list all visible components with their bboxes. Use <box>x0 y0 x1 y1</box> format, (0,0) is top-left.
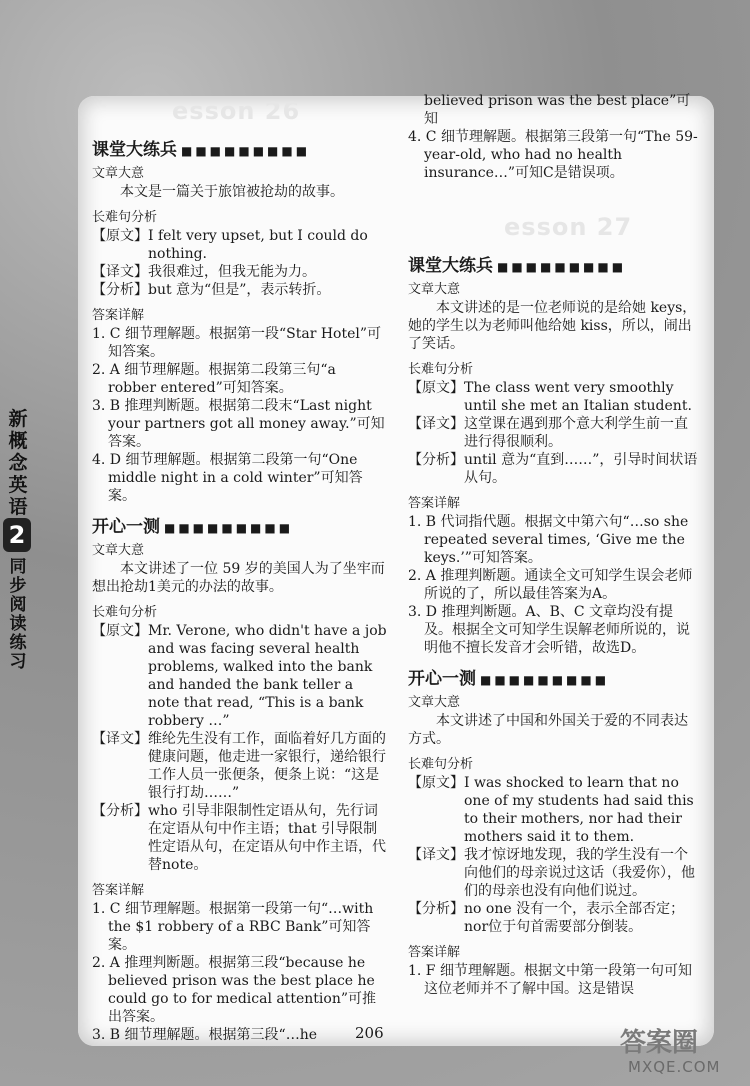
analysis-text: I felt very upset, but I could do nothing. <box>148 228 368 262</box>
summary-text: 本文是一篇关于旅馆被抢劫的故事。 <box>120 184 344 200</box>
analysis-row <box>408 451 700 487</box>
analysis-row <box>92 263 388 281</box>
analysis-row <box>92 227 388 263</box>
analysis-text: The class went very smoothly until she met an Italian student. <box>464 380 692 414</box>
analysis-row <box>92 730 388 802</box>
lesson-banner <box>92 97 388 134</box>
page-number: 206 <box>355 1024 384 1042</box>
analysis-tag: 【译文】 <box>92 264 148 280</box>
answer-item: 3. B 推理判断题。根据第二段末“Last night your partners got all money away.”可知答案。 <box>92 398 385 450</box>
analysis-text: 我很难过，但我无能为力。 <box>148 264 316 280</box>
summary-text: 本文讲述了中国和外国关于爱的不同表达方式。 <box>408 713 688 747</box>
right-column <box>408 92 700 998</box>
title-dots: ■■■■■■■■■ <box>164 521 294 535</box>
analysis-row <box>408 774 700 846</box>
analysis-tag: 【译文】 <box>92 731 148 747</box>
analysis-row <box>408 415 700 451</box>
analysis-row <box>408 846 700 900</box>
section-title-practice <box>92 138 388 163</box>
title-dots: ■■■■■■■■■ <box>497 260 627 274</box>
section-title-text: 课堂大练兵 <box>408 256 493 276</box>
analysis-row <box>92 622 388 730</box>
answer-item: 1. F 细节理解题。根据文中第一段第一句可知这位老师并不了解中国。这是错误 <box>408 963 692 997</box>
analysis-tag: 【分析】 <box>92 803 148 819</box>
lesson-banner-text: esson 26 <box>172 97 301 125</box>
answer-item: 2. A 推理判断题。根据第三段“because he believed prison was the best place he could go to for medical attention”可推出答案。 <box>92 955 376 1025</box>
analysis-text: 我才惊讶地发现，我的学生没有一个向他们的母亲说过这话（我爱你），他们的母亲也没有向他们说过。 <box>464 847 695 899</box>
summary-label: 文章大意 <box>92 166 145 181</box>
analysis-tag: 【分析】 <box>92 282 148 298</box>
sentence-analysis-label: 长难句分析 <box>408 362 474 377</box>
analysis-tag: 【原文】 <box>92 228 148 244</box>
book-subtitle: 同步阅读练习 <box>9 557 27 672</box>
section-title-fun-test <box>408 667 700 692</box>
analysis-tag: 【译文】 <box>408 416 464 432</box>
analysis-text: I was shocked to learn that no one of my students had said this to their mothers, nor had their mothers said it to them. <box>464 775 694 845</box>
analysis-tag: 【原文】 <box>92 623 148 639</box>
answer-item-continued: believed prison was the best place”可知 <box>424 93 691 127</box>
section-title-text: 开心一测 <box>408 669 476 689</box>
sentence-analysis-label: 长难句分析 <box>92 605 158 620</box>
analysis-tag: 【原文】 <box>408 380 464 396</box>
analysis-row <box>408 379 700 415</box>
lesson-banner <box>408 213 700 250</box>
book-title-sidebar <box>0 400 34 672</box>
section-title-text: 课堂大练兵 <box>92 140 177 160</box>
answer-item: 1. C 细节理解题。根据第一段“Star Hotel”可知答案。 <box>92 326 382 360</box>
summary-label: 文章大意 <box>408 282 461 297</box>
book-series-title: 新概念英语 <box>8 408 28 518</box>
lesson-banner-text: esson 27 <box>504 213 633 241</box>
answers-label: 答案详解 <box>408 496 461 511</box>
title-dots: ■■■■■■■■■ <box>480 673 610 687</box>
analysis-tag: 【译文】 <box>408 847 464 863</box>
answers-label: 答案详解 <box>408 945 461 960</box>
analysis-text: but 意为“但是”，表示转折。 <box>148 282 331 298</box>
answer-item: 2. A 推理判断题。通读全文可知学生误会老师所说的了，所以最佳答案为A。 <box>408 568 693 602</box>
analysis-row <box>92 802 388 874</box>
answer-item: 3. D 推理判断题。A、B、C 文章均没有提及。根据全文可知学生误解老师所说的，说明他不擅长发音才会听错，故选D。 <box>408 604 690 656</box>
answer-item: 1. C 细节理解题。根据第一段第一句“…with the $1 robbery of a RBC Bank”可知答案。 <box>92 901 374 953</box>
answers-label: 答案详解 <box>92 883 145 898</box>
section-title-fun-test <box>92 515 388 540</box>
analysis-text: who 引导非限制性定语从句，先行词在定语从句中作主语；that 引导限制性定语从句，在定语从句中作主语，代替note。 <box>148 803 386 873</box>
analysis-text: 维纶先生没有工作，面临着好几方面的健康问题，他走进一家银行，递给银行工作人员一张便条，便条上说：“这是银行打劫……” <box>148 731 386 801</box>
analysis-text: no one 没有一个，表示全部否定；nor位于句首需要部分倒装。 <box>464 901 685 935</box>
answers-label: 答案详解 <box>92 308 145 323</box>
volume-number-badge: 2 <box>3 518 31 552</box>
analysis-text: until 意为“直到……”，引导时间状语从句。 <box>464 452 698 486</box>
left-column <box>92 97 388 1044</box>
watermark-url: MXQE.COM <box>628 1058 721 1076</box>
analysis-row <box>92 281 388 299</box>
sentence-analysis-label: 长难句分析 <box>92 210 158 225</box>
answer-item: 2. A 细节理解题。根据第二段第三句“a robber entered”可知答案。 <box>92 362 336 396</box>
summary-label: 文章大意 <box>92 543 145 558</box>
analysis-text: Mr. Verone, who didn't have a job and was facing several health problems, walked into the bank and handed the bank teller a note that read, “This is a bank robbery …” <box>148 623 387 729</box>
answer-item: 1. B 代词指代题。根据文中第六句“…so she repeated several times, ‘Give me the keys.’”可知答案。 <box>408 514 689 566</box>
summary-text: 本文讲述了一位 59 岁的美国人为了坐牢而想出抢劫1美元的办法的故事。 <box>92 561 385 595</box>
watermark-logo: 答案圈 <box>620 1028 699 1058</box>
section-title-practice <box>408 254 700 279</box>
answer-item: 3. B 细节理解题。根据第三段“…he <box>92 1027 318 1043</box>
section-title-text: 开心一测 <box>92 517 160 537</box>
sentence-analysis-label: 长难句分析 <box>408 757 474 772</box>
answer-item: 4. D 细节理解题。根据第二段第一句“One middle night in a cold winter”可知答案。 <box>92 452 363 504</box>
title-dots: ■■■■■■■■■ <box>181 144 311 158</box>
analysis-row <box>408 900 700 936</box>
analysis-tag: 【原文】 <box>408 775 464 791</box>
analysis-tag: 【分析】 <box>408 452 464 468</box>
answer-item: 4. C 细节理解题。根据第三段第一句“The 59-year-old, who had no health insurance…”可知C是错误项。 <box>408 129 698 181</box>
summary-label: 文章大意 <box>408 695 461 710</box>
analysis-tag: 【分析】 <box>408 901 464 917</box>
analysis-text: 这堂课在遇到那个意大利学生前一直进行得很顺利。 <box>464 416 688 450</box>
summary-text: 本文讲述的是一位老师说的是给她 keys，她的学生以为老师叫他给她 kiss，所以，闹出了笑话。 <box>408 300 697 352</box>
